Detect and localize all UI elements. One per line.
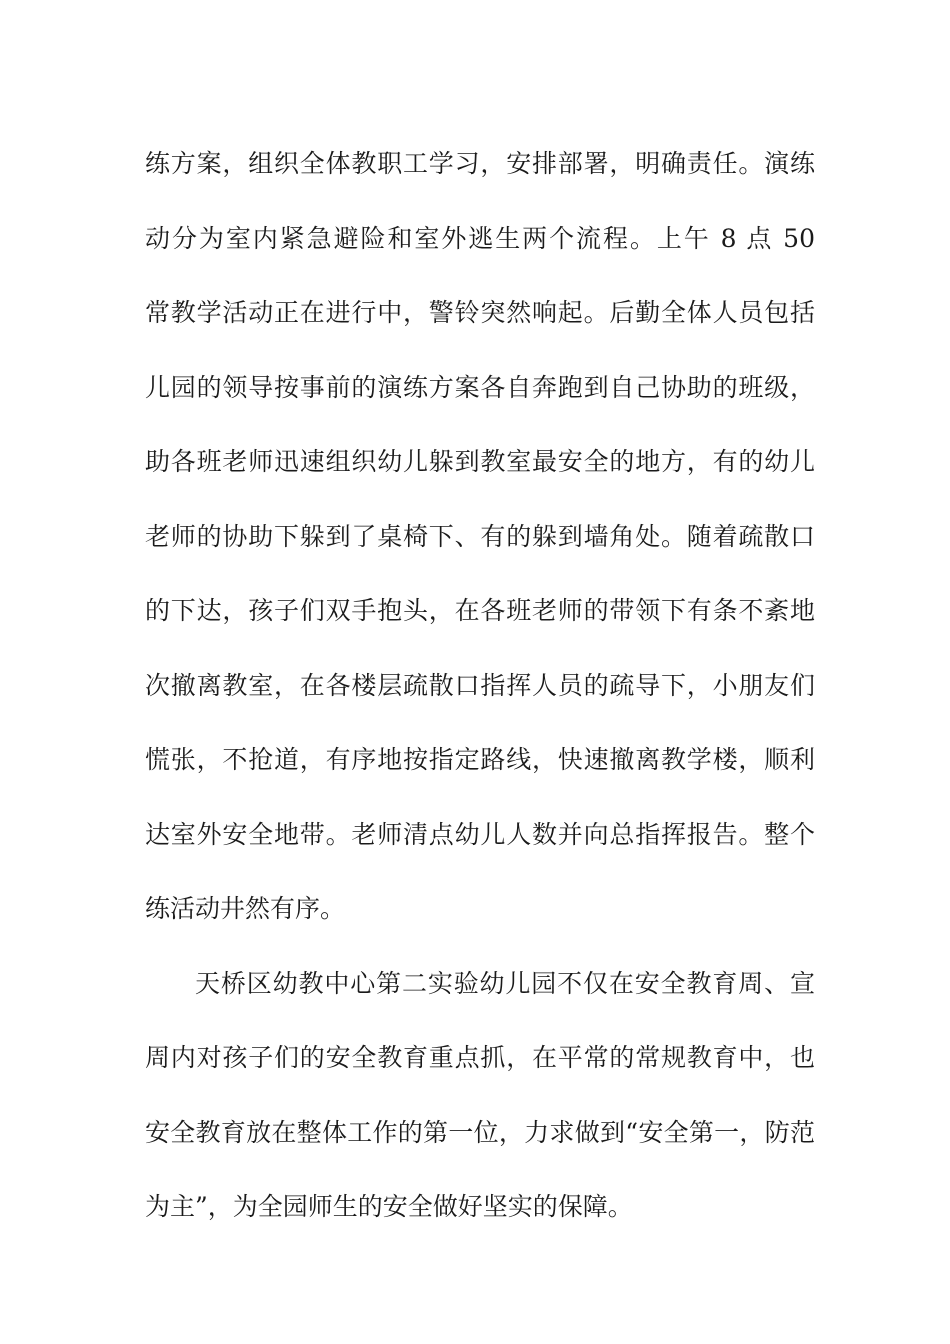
text-line: 老师的协助下躲到了桌椅下、有的躲到墙角处。随着疏散口 [145, 521, 815, 551]
body-text [145, 127, 815, 1245]
text-line: 动分为室内紧急避险和室外逃生两个流程。上午 8 点 50 [145, 223, 815, 253]
text-line: 为主”，为全园师生的安全做好坚实的保障。 [145, 1192, 633, 1221]
text-line: 儿园的领导按事前的演练方案各自奔跑到自己协助的班级， [145, 372, 815, 402]
text-line: 助各班老师迅速组织幼儿躲到教室最安全的地方，有的幼儿 [145, 447, 815, 476]
text-line: 达室外安全地带。老师清点幼儿人数并向总指挥报告。整个 [145, 819, 815, 849]
text-line: 慌张，不抢道，有序地按指定路线，快速撤离教学楼，顺利 [145, 745, 815, 774]
text-line: 安全教育放在整体工作的第一位，力求做到“安全第一，防范 [145, 1117, 815, 1147]
text-line: 练活动井然有序。 [145, 894, 346, 923]
text-line: 次撤离教室，在各楼层疏散口指挥人员的疏导下，小朋友们 [145, 670, 815, 700]
text-line: 常教学活动正在进行中，警铃突然响起。后勤全体人员包括 [145, 298, 815, 327]
text-line: 的下达，孩子们双手抱头，在各班老师的带领下有条不紊地 [145, 596, 815, 625]
text-line: 周内对孩子们的安全教育重点抓，在平常的常规教育中，也 [145, 1043, 815, 1072]
text-line: 练方案，组织全体教职工学习，安排部署，明确责任。演练 [145, 149, 815, 178]
text-line: 天桥区幼教中心第二实验幼儿园不仅在安全教育周、宣 [195, 968, 815, 998]
